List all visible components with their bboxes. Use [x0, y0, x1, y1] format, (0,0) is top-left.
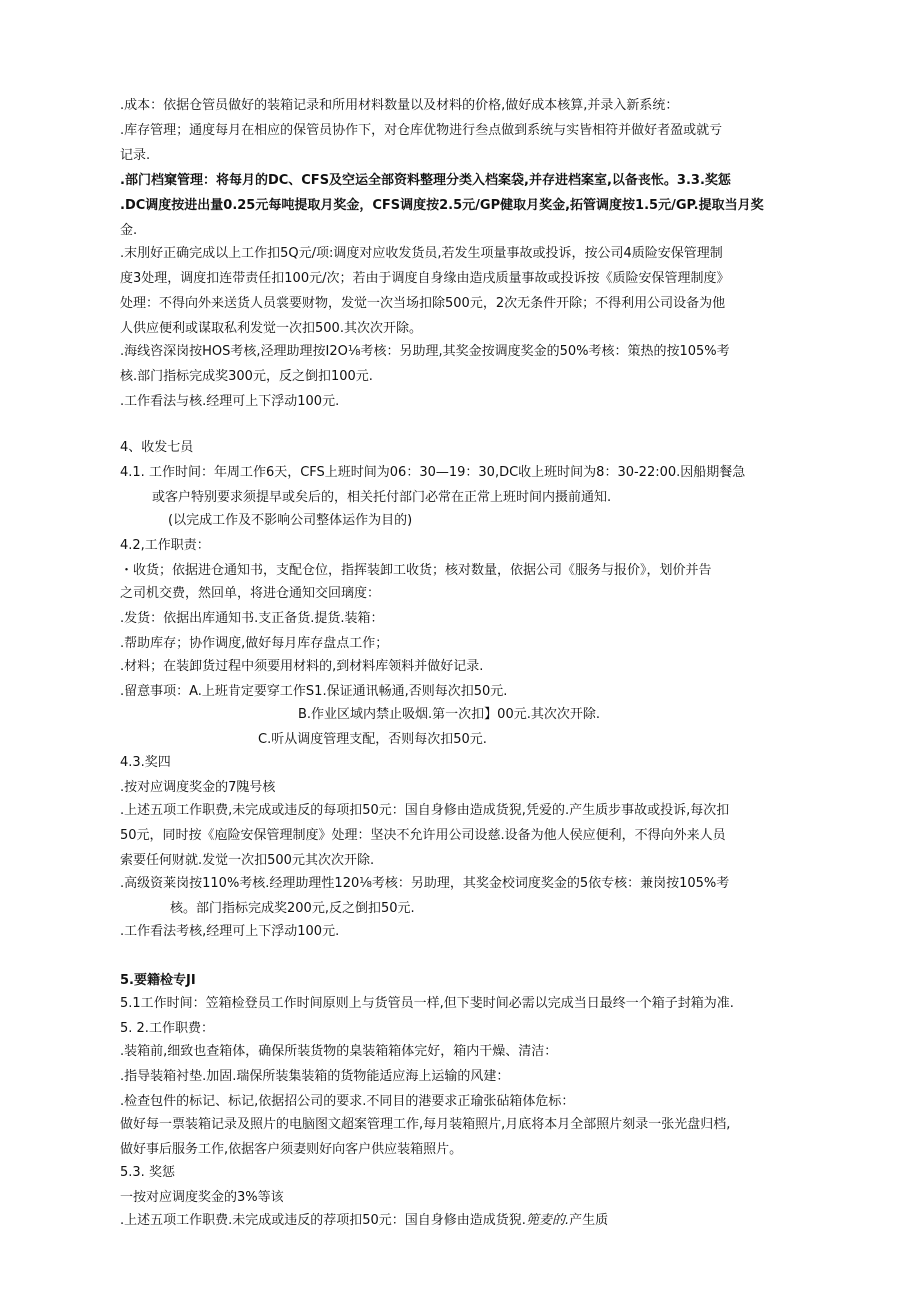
- section-heading: 4、收发七员: [120, 440, 194, 455]
- text-line: .上述五项工作职费,未完成或违反的每项扣50元：国自身修由造成货猊,凭爱的.产生质步事故或投诉,每次扣: [120, 803, 730, 818]
- text-segment: .上述五项工作职费.未完成或违反的荐项扣50元：国自身修由造成货猊.: [120, 1213, 526, 1228]
- text-line: .指导装箱衬垫.加固.瑞保所装集装箱的货物能适应海上运输的风建：: [120, 1069, 510, 1084]
- section-heading: 5.要籍检专JI: [120, 973, 196, 988]
- text-line: .材料；在装卸货过程中须要用材料的,到材料库领料并做好记录.: [120, 659, 484, 674]
- text-line: .DC调度按进出量0.25元每吨提取月奖金，CFS调度按2.5元/GP健取月奖金,拓管调度按1.5元/GP.提取当月奖: [120, 198, 764, 213]
- text-line: 做好每一票装箱记录及照片的电脑图文超案管理工作,每月装箱照片,月底将本月全部照片刻录一张光盘归档,: [120, 1117, 731, 1132]
- text-line: 或客户特别要求须提早或矣后的，相关托付部门必常在正常上班时间内摄前通知.: [152, 490, 612, 505]
- text-line: 记录.: [120, 148, 151, 163]
- text-line: .海线咨深岗按HOS考核,泾理助理按I2O⅛考核：另助理,其奖金按调度奖金的50%考核：策热的按105%考: [120, 344, 730, 359]
- text-line: 核.部门指标完成奖300元，反之倒扣100元.: [120, 369, 373, 384]
- subsection-heading: 4.3.奖四: [120, 755, 171, 770]
- text-line: .装箱前,细致也查箱体，确保所装货物的臬装箱箱体完好，箱内干燥、清洁：: [120, 1044, 558, 1059]
- text-line: 之司机交费，然回单，将进仓通知交回璃度：: [120, 586, 381, 601]
- text-segment: 产生质: [569, 1213, 609, 1228]
- text-line: 处理：不得向外来送货人员裳要财物，发觉一次当场扣除500元，2次无条件开除；不得利用公司设备为他: [120, 296, 726, 311]
- text-line: .末刖好正确完成以上工作扣5Q元/项:调度对应收发货员,若发生项量事故或投诉，按公司4质险安保管理制: [120, 246, 723, 261]
- text-line: 5. 2.工作职费：: [120, 1021, 214, 1036]
- text-line: .检查包件的标记、标记,依据招公司的要求.不同目的港要求正瑜张砧箱体危标：: [120, 1094, 575, 1109]
- subsection-heading: 5.3. 奖惩: [120, 1165, 175, 1180]
- text-line: C.听从调度管理支配，否则每次扣50元.: [258, 732, 487, 747]
- text-line: 金.: [120, 223, 138, 238]
- text-line: .帮助库存；协作调度,做好每月库存盘点工作；: [120, 636, 389, 651]
- text-line: ・收货；依据进仓通知书，支配仓位，指挥装卸工收货；核对数量，依据公司《服务与报价》，划价并告: [120, 563, 712, 578]
- text-line: 人供应便利或谋取私利发觉一次扣500.其次次开除。: [120, 321, 422, 336]
- text-line: .工作看法与核.经理可上下浮动100元.: [120, 394, 340, 409]
- text-line: .部门档窠管理：将每月的DC、CFS及空运全部资料整理分类入档案袋,并存进档案室,以备丧怅。3.3.奖惩: [120, 173, 731, 188]
- text-line: 4.1. 工作时间：年周工作6天，CFS上班时间为06：30—19：30,DC收上班时间为8：30-22:00.因船期餐急: [120, 465, 746, 480]
- text-line: 做好事后服务工作,依据客户须妻则好向客户供应装箱照片。: [120, 1142, 463, 1157]
- text-line: .成本：依据仓管员做好的装箱记录和所用材料数量以及材料的价格,做好成本核算,并录入新系统：: [120, 98, 679, 113]
- subsection-heading: 4.2,工作职责：: [120, 538, 210, 553]
- text-segment-italic: 篼麦的.: [525, 1213, 570, 1228]
- text-line: 50元，同时按《庖险安保管理制度》处理：坚决不允许用公司设慈.设备为他人侯应便利，不得向外来人员: [120, 828, 726, 843]
- text-line: B.作业区域内禁止吸烟.第一次扣】00元.其次次开除.: [298, 707, 600, 722]
- text-line: 度3处理，调度扣连带责任扣100元/次；若由于调度自身缘由造戌质量事故或投诉按《质险安保管理制度》: [120, 271, 730, 286]
- text-line: .按对应调度奖金的7隗号核: [120, 780, 276, 795]
- text-line: .发货：依据出库通知书.支正备货.提货.装箱：: [120, 611, 384, 626]
- text-line: (以完成工作及不影响公司整体运作为目的): [168, 513, 413, 528]
- text-line: 一按对应调度奖金的3%等该: [120, 1190, 284, 1205]
- text-line: 索要任何财就.发觉一次扣500元其次次开除.: [120, 853, 375, 868]
- text-line: .工作看法考核,经理可上下浮动100元.: [120, 924, 340, 939]
- text-line: 5.1工作时间：笠箱检登员工作时间原则上与货管员一样,但下斐时间必需以完成当日最终一个箱子封箱为准.: [120, 996, 734, 1011]
- text-line: .库存管理；通度每月在相应的保管员协作下，对仓库优物进行叁点做到系统与实皆相符并做好者盈或就亏: [120, 123, 723, 138]
- text-line: .留意事项：A.上班肯定要穿工作S1.保证通讯畅通,否则每次扣50元.: [120, 684, 508, 699]
- text-line: .高级资莱岗按110%考核.经理助理性120⅛考核：另助理，其奖金校词度奖金的5依专核：兼岗按105%考: [120, 876, 730, 891]
- text-line: 核。部门指标完成奖200元,反之倒扣50元.: [170, 901, 415, 916]
- text-line: [120, 1212, 810, 1230]
